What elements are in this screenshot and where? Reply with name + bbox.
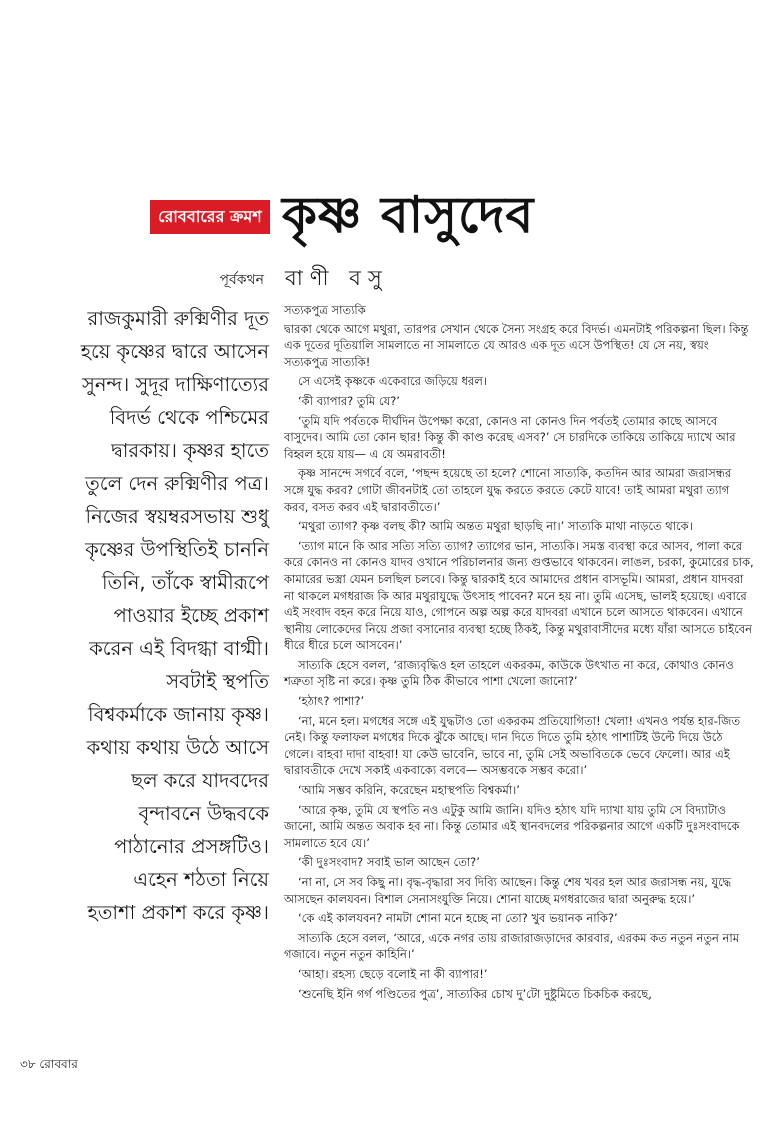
- paragraph: ‘তুমি যদি পর্বতকে দীর্ঘদিন উপেক্ষা করো, কোনও না কোনও দিন পর্বতই তোমার কাছে আসবে বাসুদেব। আমি তো কোন ছার! কিন্তু কী কাণ্ড করেছ এসব?’ সে চারদিকে তাকিয়ে তাকিয়ে দ্যাখে আর বিহ্বল হয়ে যায়— এ যে অমরাবতী!: [284, 413, 736, 461]
- paragraph: ‘কী ব্যাপার? তুমি যে?’: [298, 393, 400, 408]
- paragraph: ‘কী দুঃসংবাদ? সবাই ভাল আছেন তো?’: [298, 855, 480, 870]
- series-tag: রোববারের ক্রমশ: [150, 200, 270, 234]
- synopsis-line: নিজের স্বয়ম্বরসভায় শুধু: [85, 505, 269, 528]
- synopsis-line: করেন এই বিদগ্ধা বাগ্মী।: [89, 637, 269, 660]
- paragraph: সে এসেই কৃষ্ণকে একেবারে জড়িয়ে ধরল।: [298, 374, 487, 389]
- synopsis-sidebar: [19, 302, 269, 929]
- synopsis-line: হতাশা প্রকাশ করে কৃষ্ণ।: [87, 901, 269, 924]
- section-byline: সত্যকপুত্র সাত্যকি: [284, 303, 366, 317]
- synopsis-line: কথায় কথায় উঠে আসে: [86, 736, 269, 759]
- synopsis-line: বিদর্ভ থেকে পশ্চিমের: [109, 406, 269, 429]
- synopsis-line: পাওয়ার ইচ্ছে প্রকাশ: [113, 604, 269, 627]
- paragraph: ‘আরে কৃষ্ণ, তুমি যে স্থপতি নও এটুকু আমি জানি। যদিও হঠাৎ যদি দ্যাখা যায় তুমি সে বিদ্যাটাও জানো, আমি অন্তত অবাক হব না। কিন্তু তোমার এই স্থানবদলের পরিকল্পনার আগে একটি দুঃসংবাদকে সামলাতে হবে যে।’: [284, 802, 740, 850]
- synopsis-line: তুলে দেন রুক্মিণীর পত্র।: [85, 472, 269, 495]
- synopsis-line: ছল করে যাদবদের: [131, 769, 269, 792]
- paragraph: ‘আহা। রহস্য ছেড়ে বলোই না কী ব্যাপার!’: [298, 966, 488, 981]
- paragraph: ‘আমি সম্ভব করিনি, করেছেন মহাস্থপতি বিশ্বকর্মা।’: [298, 783, 520, 798]
- author-name: বাণী বসু: [285, 266, 389, 290]
- synopsis-line: এহেন শঠতা নিয়ে: [133, 868, 269, 891]
- synopsis-line: হয়ে কৃষ্ণের দ্বারে আসেন: [80, 340, 269, 363]
- synopsis-line: বৃন্দাবনে উদ্ধবকে: [138, 802, 269, 825]
- paragraph: ‘মথুরা ত্যাগ? কৃষ্ণ বলছ কী? আমি অন্তত মথুরা ছাড়ছি না।’ সাত্যকি মাথা নাড়তে থাকে।: [298, 519, 693, 534]
- synopsis-line: কৃষ্ণের উপস্থিতিই চাননি: [85, 538, 269, 561]
- synopsis-line: পাঠানোর প্রসঙ্গটিও।: [114, 835, 269, 858]
- paragraph: সাত্যকি হেসে বলল, ‘আরে, একে নগর তায় রাজারাজড়াদের কারবার, এরকম কত নতুন নতুন নাম গজাবে। নতুন নতুন কাহিনি।’: [284, 930, 740, 962]
- paragraph: ‘না না, সে সব কিছু না। বৃদ্ধ-বৃদ্ধারা সব দিব্যি আছেন। কিন্তু শেষ খবর হল আর জরাসন্ধ নয়, যুদ্ধে আসছেন কালযবন। বিশাল সেনাসংযুক্তি নিয়ে। শোনা যাচ্ছে মগধরাজের দ্বারা অনুরুদ্ধ হয়ে।’: [284, 875, 732, 906]
- synopsis-line: তিনি, তাঁকে স্বামীরূপে: [102, 571, 269, 594]
- paragraph: ‘কে এই কালযবন? নামটা শোনা মনে হচ্ছে না তো? খুব ভয়ানক নাকি?’: [298, 911, 618, 926]
- page-title: কৃষ্ণ বাসুদেব: [282, 186, 535, 244]
- article-body: [284, 302, 754, 1005]
- synopsis-line: সবটাই স্থপতি: [166, 670, 269, 693]
- paragraph: ‘হঠাৎ? পাশা?’: [298, 694, 365, 709]
- paragraph: কৃষ্ণ সানন্দে সগর্বে বলে, ‘পছন্দ হয়েছে তা হলে? শোনো সাত্যকি, কতদিন আর আমরা জরাসন্ধর সঙ্গে যুদ্ধ করব? গোটা জীবনটাই তো তাহলে যুদ্ধ করতে করতে কেটে যাবে! তাই আমরা মথুরা ত্যাগ করব, বসত করব এই দ্বারাবতীতে।’: [284, 466, 732, 514]
- paragraph: ‘না, মনে হল। মগধের সঙ্গে এই যুদ্ধটাও তো একরকম প্রতিযোগিতা! খেলা! এখনও পর্যন্ত হার-জিত নেই। কিন্তু ফলাফল মগধের দিকে ঝুঁকে আছে। দান দিতে দিতে তুমি হঠাৎ পাশাটিই উল্টে দিয়ে উঠে গেলে। বাহবা দাদা বাহবা! যা কেউ ভাবেনি, ভাবে না, তুমি সেই অভাবিতকে ভেবে ফেলো। আর এই দ্বারাবতীকে দেখে সকাই একবাক্যে বলবে— অসম্ভবকে সম্ভব করো।’: [284, 713, 741, 778]
- synopsis-line: বিশ্বকর্মাকে জানায় কৃষ্ণ।: [87, 703, 269, 726]
- paragraph: ‘ত্যাগ মানে কি আর সত্যি সত্যি ত্যাগ? ত্যাগের ভান, সাত্যকি। সমস্ত ব্যবস্থা করে আসব, পালা করে করে কোনও না কোনও যাদব ওখানে পরিচালনার জন্য গুপ্তভাবে থাকবেন। লাঙল, চরকা, কুমোরের চাক, কামারের ভস্ত্রা যেমন চলছিল চলবে। কিন্তু দ্বারকাই হবে আমাদের প্রধান বাসভূমি। আমরা, প্রধান যাদবরা না থাকলে মগধরাজ কি আর মথুরাযুদ্ধে উৎসাহ পাবেন? মনে হয় না। তুমি এসেছ, ভালই হয়েছে। এবারে এই সংবাদ বহন করে নিয়ে যাও, গোপনে অল্প অল্প করে যাদবরা এখানে চলে আসতে থাকবেন। এখানে স্থানীয় লোকেদের নিয়ে প্রজা বসানোর ব্যবস্থা হচ্ছে ঠিকই, কিন্তু মথুরাবাসীদের মধ্যে যাঁরা আসতে চাইবেন ধীরে ধীরে চলে আসবেন।’: [284, 538, 754, 653]
- paragraph: ‘শুনেছি ইনি গর্গ পণ্ডিতের পুত্র’, সাত্যকির চোখ দু’টো দুষ্টুমিতে চিকচিক করছে,: [298, 986, 652, 1001]
- synopsis-line: সুনন্দ। সুদূর দাক্ষিণাত্যের: [82, 373, 269, 396]
- synopsis-line: দ্বারকায়। কৃষ্ণর হাতে: [111, 439, 269, 462]
- page-footer: ৩৮ রোববার: [20, 1057, 78, 1071]
- paragraph: দ্বারকা থেকে আগে মথুরা, তারপর সেখান থেকে সৈন্য সংগ্রহ করে বিদর্ভ। এমনটাই পরিকল্পনা ছিল। কিন্তু এক দূতের দূতিয়ালি সামলাতে না সামলাতে যে আরও এক দূত এসে উপস্থিত! যে সে নয়, স্বয়ং সত্যকপুত্র সাত্যকি!: [284, 321, 749, 369]
- paragraph: সাত্যকি হেসে বলল, ‘রাজ্যবৃদ্ধিও হল তাহলে একরকম, কাউকে উৎখাত না করে, কোথাও কোনও শত্রুতা সৃষ্টি না করে। কৃষ্ণ তুমি ঠিক কীভাবে পাশা খেলো জানো?’: [284, 657, 734, 689]
- prelude-label: পূর্বকথন: [219, 272, 264, 288]
- synopsis-line: রাজকুমারী রুক্মিণীর দূত: [87, 307, 269, 330]
